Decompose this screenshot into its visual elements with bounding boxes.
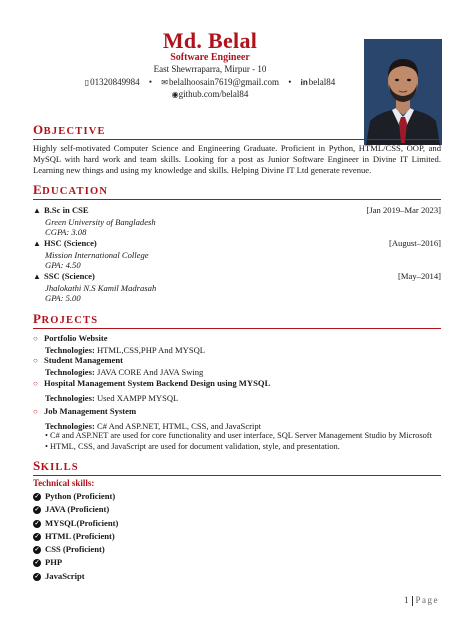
circle-bullet-icon: ○ — [33, 379, 38, 388]
tech-label: Technologies: — [45, 344, 95, 355]
contact-line — [60, 76, 360, 89]
page-footer — [404, 595, 439, 606]
section-title-skills: SKILLS — [33, 460, 441, 476]
github-link[interactable]: github.com/belal84 — [178, 89, 249, 99]
school-name: Green University of Bangladesh — [45, 216, 156, 227]
project-item — [33, 333, 441, 355]
project-title: Hospital Management System Backend Design using MYSQL — [44, 378, 271, 388]
education-item — [33, 238, 441, 271]
page-label: Page — [415, 595, 439, 605]
tech-list: Used XAMPP MYSQL — [94, 392, 179, 403]
graduation-cap-icon: ▲ — [33, 272, 41, 281]
gpa: GPA: 4.50 — [45, 260, 81, 270]
tech-label: Technologies: — [45, 366, 95, 377]
graduation-cap-icon: ▲ — [33, 206, 41, 215]
candidate-name: Md. Belal — [162, 28, 258, 53]
page-number: 1 — [404, 595, 409, 605]
technical-skills-heading: Technical skills: — [33, 478, 95, 488]
school-name: Mission International College — [45, 249, 149, 260]
check-circle-icon: ✓ — [34, 573, 40, 580]
resume-header — [60, 30, 360, 100]
project-note: • C# and ASP.NET are used for core functionality and user interface, SQL Server Management Studio by Microsoft — [45, 431, 432, 440]
circle-bullet-icon: ○ — [33, 356, 38, 365]
education-date: [August–2016] — [388, 238, 441, 248]
skill-item: ✓ JavaScript — [34, 571, 85, 581]
skill-item: ✓ MYSQL(Proficient) — [34, 518, 119, 528]
skill-item: ✓ HTML (Proficient) — [34, 531, 115, 541]
tech-list: HTML,CSS,PHP And MYSQL — [94, 344, 206, 355]
degree: HSC (Science) — [44, 238, 97, 248]
school-name: Jhalokathi N.S Kamil Madrasah — [45, 282, 157, 293]
degree: B.Sc in CSE — [44, 205, 89, 215]
linkedin-icon: in — [300, 78, 308, 87]
education-item — [33, 271, 441, 304]
check-circle-icon: ✓ — [34, 493, 40, 500]
skill-item: ✓ CSS (Proficient) — [34, 544, 105, 554]
address: East Shewrraparra, Mirpur - 10 — [153, 64, 267, 74]
check-circle-icon: ✓ — [34, 506, 40, 513]
tech-label: Technologies: — [45, 392, 95, 403]
phone-number[interactable]: 01320849984 — [90, 77, 140, 87]
tech-label: Technologies: — [45, 420, 95, 431]
phone-icon: ▯ — [84, 78, 90, 87]
education-date: [Jan 2019–Mar 2023] — [366, 205, 441, 215]
email-icon: ✉ — [161, 78, 168, 87]
gpa: GPA: 5.00 — [45, 293, 81, 303]
gpa: CGPA: 3.08 — [45, 227, 87, 237]
graduation-cap-icon: ▲ — [33, 239, 41, 248]
section-title-education: EDUCATION — [33, 184, 441, 200]
project-item — [33, 355, 441, 377]
skill-item: ✓ Python (Proficient) — [34, 491, 116, 501]
education-date: [May–2014] — [398, 271, 441, 281]
section-title-projects: PROJECTS — [33, 313, 441, 329]
github-line — [60, 89, 360, 100]
project-title: Portfolio Website — [44, 333, 108, 343]
github-icon: ◉ — [171, 90, 179, 99]
tech-list: JAVA CORE And JAVA Swing — [94, 366, 204, 377]
check-circle-icon: ✓ — [34, 559, 40, 566]
section-title-objective: OBJECTIVE — [33, 124, 441, 140]
email-link[interactable]: belalhoosain7619@gmail.com — [168, 77, 280, 87]
job-title: Software Engineer — [170, 52, 250, 63]
separator: • — [148, 77, 153, 87]
project-item — [33, 406, 441, 452]
skill-item: ✓ JAVA (Proficient) — [34, 504, 110, 514]
circle-bullet-icon: ○ — [33, 407, 38, 416]
circle-bullet-icon: ○ — [33, 334, 38, 343]
check-circle-icon: ✓ — [34, 520, 40, 527]
objective-text: Highly self-motivated Computer Science and Engineering Graduate. Proficient in Python, HTML/CSS, OOP, and MySQL with hard work and team skills. Looking for a post as Junior Software Engineer in Divine IT Limited. Learning new things and using my knowledge and skills. Helping Divine IT Ltd generate revenue. — [33, 143, 441, 175]
separator: • — [288, 77, 292, 87]
project-note: • HTML, CSS, and JavaScript are used for document validation, style, and presentation. — [45, 441, 340, 451]
footer-divider — [412, 596, 413, 606]
project-title: Job Management System — [44, 406, 137, 416]
tech-list: C# And ASP.NET, HTML, CSS, and JavaScript — [94, 420, 262, 431]
project-title: Student Management — [44, 355, 124, 365]
check-circle-icon: ✓ — [34, 546, 40, 553]
linkedin-link[interactable]: belal84 — [308, 77, 336, 87]
degree: SSC (Science) — [44, 271, 95, 281]
education-item — [33, 205, 441, 238]
skill-item: ✓ PHP — [34, 557, 63, 567]
project-item — [33, 378, 441, 403]
check-circle-icon: ✓ — [34, 533, 40, 540]
